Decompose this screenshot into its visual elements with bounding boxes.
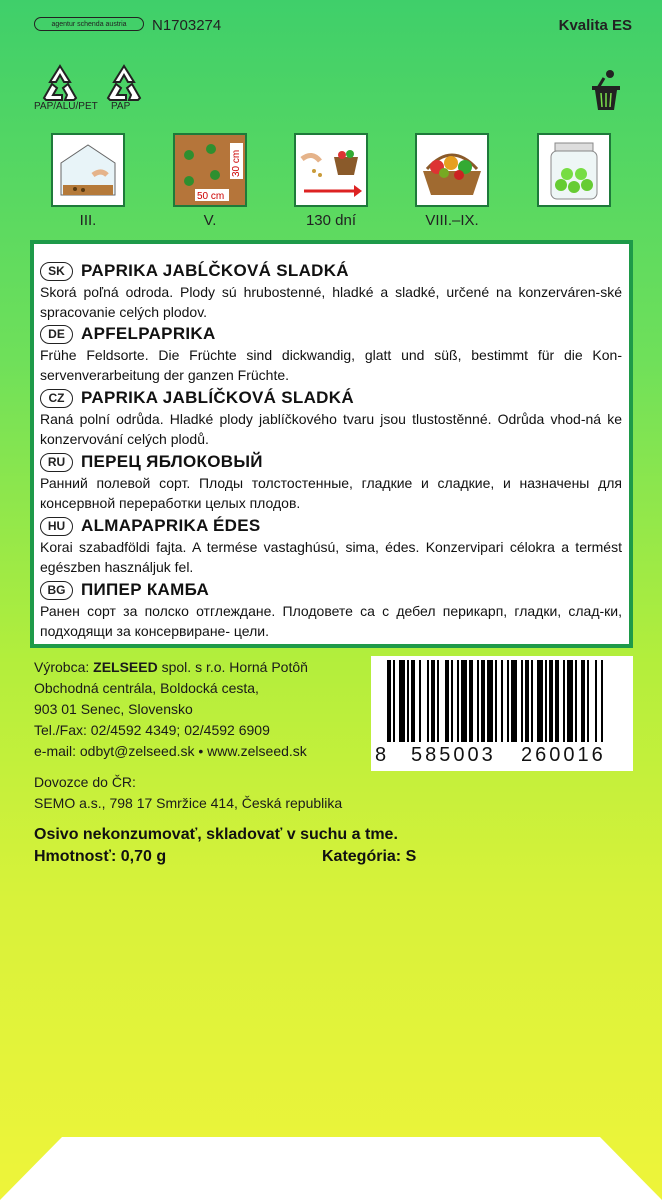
weight-label: Hmotnosť: 0,70 g <box>34 848 167 865</box>
importer-info <box>34 772 342 814</box>
barcode-bar <box>575 660 577 742</box>
barcode-bars <box>371 656 633 744</box>
barcode-bar <box>399 660 405 742</box>
lang-badge-sk: SK <box>40 262 73 281</box>
category-label: Kategória: S <box>322 848 417 865</box>
producer-line-2: Obchodná centrála, Boldocká cesta, <box>34 680 259 696</box>
barcode-bar <box>567 660 573 742</box>
barcode-bar <box>537 660 543 742</box>
lang-block-cz <box>40 387 622 449</box>
barcode-bar <box>477 660 479 742</box>
spacing-a-label: 50 cm <box>197 191 225 202</box>
barcode-bar <box>531 660 533 742</box>
preserving-jar-icon <box>537 133 611 207</box>
barcode-bar <box>511 660 517 742</box>
barcode-bar <box>431 660 435 742</box>
lang-text-hu: Korai szabadföldi fajta. A termése vastaghúsú, sima, édes. Konzervipari célokra a termést egészben használjuk fel. <box>40 539 622 575</box>
barcode-bar <box>393 660 395 742</box>
lang-text-bg: Ранен сорт за полско отглеждане. Плодовете са с дебел перикарп, гладки, слад-ки, подходящи за консервиране- цели. <box>40 603 622 639</box>
barcode-bar <box>525 660 529 742</box>
barcode <box>371 656 633 771</box>
barcode-bar <box>521 660 523 742</box>
producer-label: Výrobca: <box>34 659 90 675</box>
barcode-digits-right: 260016 <box>521 744 606 766</box>
pictogram-label-planting: V. <box>203 212 217 229</box>
lang-title-cz: PAPRIKA JABLÍČKOVÁ SLADKÁ <box>81 388 354 407</box>
lang-badge-ru: RU <box>40 453 73 472</box>
lang-badge-hu: HU <box>40 517 73 536</box>
barcode-bar <box>469 660 473 742</box>
producer-line-3: 903 01 Senec, Slovensko <box>34 701 193 717</box>
barcode-bar <box>501 660 503 742</box>
barcode-bar <box>587 660 589 742</box>
pictogram-label-harvest: VIII.–IX. <box>425 212 479 229</box>
barcode-bar <box>407 660 409 742</box>
lang-block-sk <box>40 260 622 322</box>
recycle-icon-paper <box>100 62 148 106</box>
lang-badge-de: DE <box>40 325 73 344</box>
product-code: N1703274 <box>152 17 222 34</box>
spacing-b-label: 30 cm <box>231 149 242 177</box>
producer-info <box>34 657 308 762</box>
vegetable-basket-icon <box>415 133 489 207</box>
barcode-bar <box>595 660 597 742</box>
pictogram-label-sowing: III. <box>79 212 97 229</box>
barcode-bar <box>427 660 429 742</box>
barcode-bar <box>419 660 421 742</box>
lang-text-ru: Ранний полевой сорт. Плоды толстостенные, гладкие и сладкие, и назначены для консервной переработки целых плодов. <box>40 475 622 511</box>
agency-logo: agentur schenda austria <box>34 17 144 31</box>
barcode-digits-left: 585003 <box>411 744 496 766</box>
lang-block-de <box>40 323 622 385</box>
barcode-digit-first: 8 <box>375 744 387 766</box>
barcode-bar <box>487 660 493 742</box>
planting-spacing-icon <box>173 133 247 207</box>
lang-title-ru: ПЕРЕЦ ЯБЛОКОВЫЙ <box>81 452 263 471</box>
barcode-bar <box>481 660 485 742</box>
importer-address: SEMO a.s., 798 17 Smržice 414, Česká republika <box>34 795 343 811</box>
lang-badge-bg: BG <box>40 581 73 600</box>
barcode-bar <box>549 660 553 742</box>
barcode-bar <box>445 660 449 742</box>
trash-bin-icon <box>588 68 628 112</box>
barcode-bar <box>437 660 439 742</box>
recycle-icon <box>36 62 84 106</box>
importer-label: Dovozce do ČR: <box>34 774 136 790</box>
producer-name: ZELSEED <box>93 659 158 675</box>
barcode-bar <box>581 660 585 742</box>
lang-title-de: APFELPAPRIKA <box>81 324 216 343</box>
lang-block-hu <box>40 515 622 577</box>
lang-text-de: Frühe Feldsorte. Die Früchte sind dickwandig, glatt und süß, bestimmt für die Kon-servenverarbeitung der ganzen Früchte. <box>40 347 622 383</box>
lang-title-sk: PAPRIKA JABĹČKOVÁ SLADKÁ <box>81 261 349 280</box>
barcode-bar <box>451 660 453 742</box>
lang-badge-cz: CZ <box>40 389 73 408</box>
pictogram-label-days: 130 dní <box>305 212 357 229</box>
greenhouse-sowing-icon <box>51 133 125 207</box>
description-panel <box>30 240 633 648</box>
barcode-bar <box>555 660 559 742</box>
harvest-time-icon <box>294 133 368 207</box>
barcode-bar <box>601 660 603 742</box>
lang-block-ru <box>40 451 622 513</box>
recycle-label-1: PAP/ALU/PET <box>34 101 98 112</box>
barcode-bar <box>507 660 509 742</box>
barcode-bar <box>457 660 459 742</box>
lang-text-cz: Raná polní odrůda. Hladké plody jablíčkového tvaru jsou tlustostěnné. Odrůda vhod-ná ke konzervování celých plodů. <box>40 411 622 447</box>
recycle-label-2: PAP <box>111 101 131 112</box>
barcode-bar <box>411 660 415 742</box>
producer-contact: e-mail: odbyt@zelseed.sk • www.zelseed.sk <box>34 743 307 759</box>
barcode-bar <box>461 660 467 742</box>
pouch-bottom-seal <box>0 1137 662 1200</box>
storage-warning <box>34 824 454 868</box>
lang-text-sk: Skorá poľná odroda. Plody sú hrubostenné, hladké a sladké, určené na konzerváren-ské spracovanie celých plodov. <box>40 284 622 320</box>
warning-text: Osivo nekonzumovať, skladovať v suchu a tme. <box>34 826 398 843</box>
lang-title-hu: ALMAPAPRIKA ÉDES <box>81 516 261 535</box>
producer-name-rest: spol. s r.o. Horná Potôň <box>161 659 308 675</box>
producer-phone: Tel./Fax: 02/4592 4349; 02/4592 6909 <box>34 722 270 738</box>
barcode-bar <box>545 660 547 742</box>
barcode-bar <box>563 660 565 742</box>
quality-label: Kvalita ES <box>558 17 632 34</box>
barcode-bar <box>387 660 391 742</box>
barcode-bar <box>495 660 497 742</box>
lang-block-bg <box>40 579 622 641</box>
lang-title-bg: ПИПЕР КАМБА <box>81 580 210 599</box>
